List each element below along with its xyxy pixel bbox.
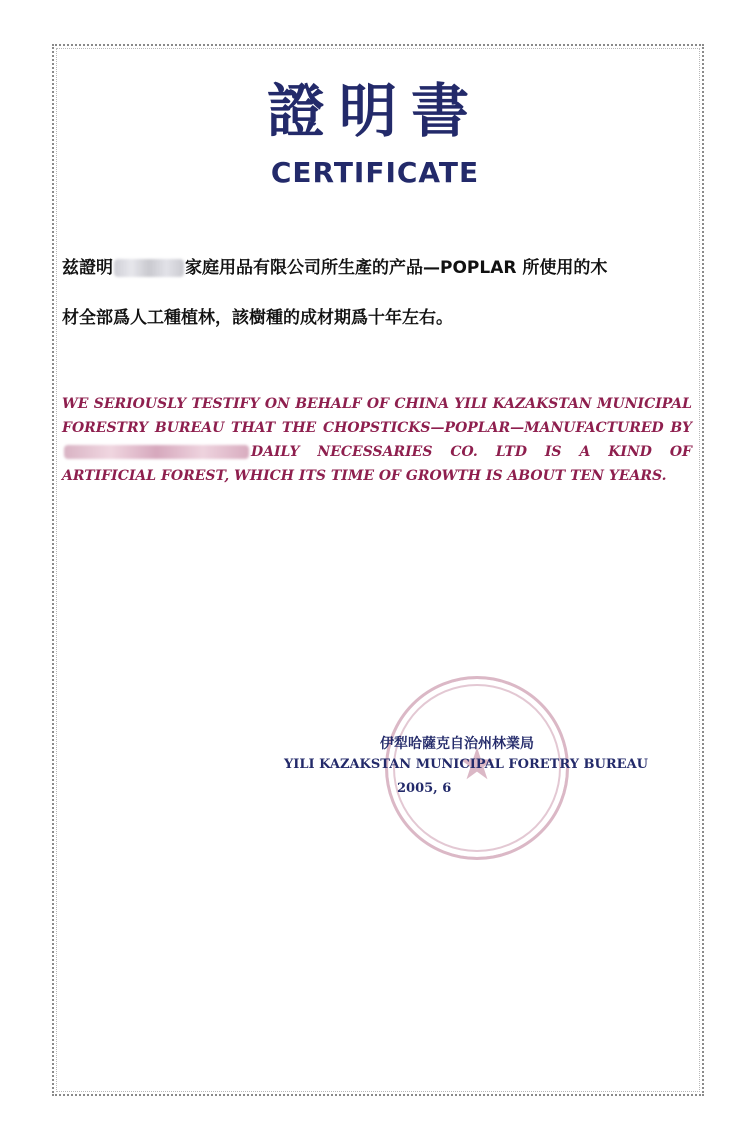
english-text-part-1: WE SERIOUSLY TESTIFY ON BEHALF OF CHINA YILI KAZAKSTAN MUNICIPAL FORESTRY BUREAU THAT THE CHOPSTICKS—POPLAR—MANUFACTURED BY	[62, 396, 692, 436]
signature-english: YILI KAZAKSTAN MUNICIPAL FORETRY BUREAU	[284, 757, 648, 772]
seal-star-icon: ★	[457, 739, 497, 790]
chinese-paragraph-line-1	[62, 258, 702, 278]
chinese-line-1-prefix: 兹證明	[62, 258, 113, 278]
title-english: CERTIFICATE	[270, 156, 480, 189]
chinese-paragraph-line-2: 材全部爲人工種植林，該樹種的成材期爲十年左右。	[62, 308, 453, 328]
signature-date: 2005, 6	[397, 781, 452, 796]
signature-chinese: 伊犁哈薩克自治州林業局	[380, 736, 534, 752]
title-chinese: 證明書	[266, 77, 483, 145]
redacted-company-name-cn	[114, 259, 184, 277]
decorative-border	[52, 44, 704, 1096]
english-text-part-2: DAILY NECESSARIES CO. LTD IS A KIND OF ARTIFICIAL FOREST, WHICH ITS TIME OF GROWTH IS ABOUT TEN YEARS.	[62, 444, 692, 484]
redacted-company-name-en	[64, 445, 249, 459]
english-paragraph	[62, 392, 692, 488]
chinese-line-1-suffix: 家庭用品有限公司所生產的产品—POPLAR 所使用的木	[185, 258, 608, 278]
